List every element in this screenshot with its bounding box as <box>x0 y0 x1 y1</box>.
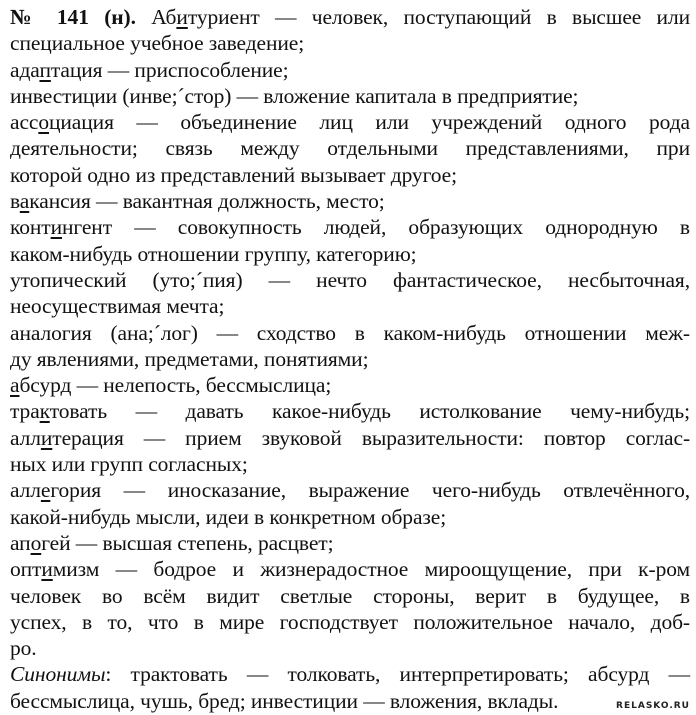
stressed-letter: о <box>38 110 49 135</box>
text-line <box>10 241 690 267</box>
text-line <box>10 609 690 635</box>
text-fragment: алл <box>10 478 41 503</box>
text-line <box>10 530 690 556</box>
text-fragment: гория — иносказание, выражение чего-нибудь отвлечённого, <box>50 478 690 503</box>
text-fragment: : трактовать — толковать, интерпретировать; абсурд — <box>105 662 690 687</box>
text-fragment: ду явлениями, предметами, понятиями; <box>10 346 369 371</box>
text-line <box>10 398 690 424</box>
text-line <box>10 30 690 56</box>
stressed-letter: и <box>40 425 53 450</box>
text-fragment: Аб <box>151 5 177 29</box>
text-fragment: ада <box>10 57 40 82</box>
text-fragment: которой одно из представлений вызывает другое; <box>10 162 457 187</box>
text-line <box>10 267 690 293</box>
text-fragment: асс <box>10 110 39 135</box>
text-fragment: неосуществимая мечта; <box>10 294 225 319</box>
text-fragment: ро. <box>10 636 37 661</box>
text-fragment: опт <box>10 557 42 582</box>
stressed-letter: а <box>10 373 20 398</box>
text-fragment: бессмыслица, чушь, бред; инвестиции — вложения, вклады. <box>10 688 559 713</box>
text-fragment: нгент — совокупность людей, образующих однородную в <box>62 215 690 240</box>
text-line <box>10 162 690 188</box>
stressed-letter: о <box>30 530 42 555</box>
text-fragment: алл <box>10 425 41 450</box>
stressed-letter: и <box>41 557 53 582</box>
text-line <box>10 688 690 714</box>
text-line <box>10 372 690 398</box>
text-fragment: инвестиции (инве;´стор) — вложение капитала в предприятие; <box>10 83 579 108</box>
text-fragment: тация — приспособление; <box>50 57 289 82</box>
text-line <box>10 477 690 503</box>
stressed-letter: е <box>40 478 51 503</box>
watermark: RELASKO.RU <box>616 701 690 711</box>
text-fragment: циация — объединение лиц или учреждений одного рода <box>49 110 690 135</box>
text-line <box>10 635 690 661</box>
text-fragment: деятельности; связь между отдельными представлениями, при <box>10 136 690 161</box>
text-line <box>10 188 690 214</box>
stressed-letter: и <box>50 215 63 240</box>
text-line <box>10 556 690 582</box>
text-fragment: кансия — вакантная должность, место; <box>29 189 385 214</box>
text-line <box>10 661 690 687</box>
text-line <box>10 451 690 477</box>
text-line <box>10 83 690 109</box>
stressed-letter: п <box>39 57 51 82</box>
exercise-text <box>10 4 690 714</box>
text-fragment: товать — давать какое-нибудь истолкование чему-нибудь; <box>49 399 690 424</box>
text-line <box>10 214 690 240</box>
text-fragment: ап <box>10 530 31 555</box>
text-fragment: ных или групп согласных; <box>10 452 248 477</box>
stressed-letter: и <box>176 5 188 29</box>
text-fragment: аналогия (ана;´лог) — сходство в каком-нибудь отношении меж- <box>10 320 690 345</box>
stressed-letter: к <box>39 399 50 424</box>
text-fragment: какой-нибудь мысли, идеи в конкретном образе; <box>10 504 447 529</box>
text-fragment: терация — прием звуковой выразительности: повтор соглас- <box>52 425 690 450</box>
synonyms-label: Синонимы <box>10 662 106 687</box>
text-fragment: гей — высшая степень, расцвет; <box>41 530 334 555</box>
text-line <box>10 320 690 346</box>
text-line <box>10 346 690 372</box>
text-line <box>10 57 690 83</box>
text-fragment: тра <box>10 399 40 424</box>
text-line <box>10 504 690 530</box>
text-fragment: в <box>10 189 20 214</box>
text-fragment: бсурд — нелепость, бессмыслица; <box>19 373 332 398</box>
text-line <box>10 109 690 135</box>
text-line <box>10 4 690 30</box>
text-line <box>10 425 690 451</box>
text-fragment: человек во всём видит светлые стороны, верит в будущее, в <box>10 583 690 608</box>
text-line <box>10 293 690 319</box>
text-line <box>10 135 690 161</box>
text-fragment: успех, в то, что в мире господствует положительное начало, доб- <box>10 609 690 634</box>
text-fragment: утопический (уто;´пия) — нечто фантастическое, несбыточная, <box>10 267 690 292</box>
exercise-number: № 141 (н). <box>10 5 152 29</box>
text-line <box>10 583 690 609</box>
text-fragment: конт <box>10 215 51 240</box>
text-fragment: специальное учебное заведение; <box>10 31 305 56</box>
stressed-letter: а <box>19 189 30 214</box>
text-fragment: туриент — человек, поступающий в высшее или <box>187 5 690 29</box>
text-fragment: мизм — бодрое и жизнерадостное мироощущение, при к-ром <box>52 557 690 582</box>
text-fragment: каком-нибудь отношении группу, категорию; <box>10 241 417 266</box>
